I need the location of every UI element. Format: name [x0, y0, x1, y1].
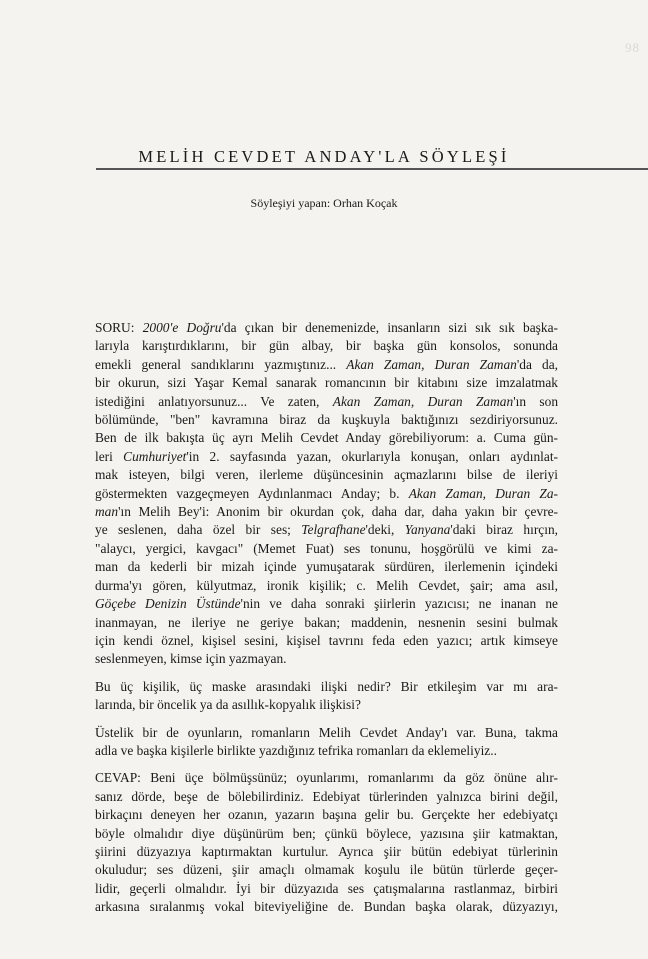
text-segment: ye seslenen, daha özel bir ses; [95, 522, 302, 538]
text-segment: emekli general sandıklarını yazmıştınız... [95, 356, 347, 372]
text-line [95, 843, 558, 861]
text-segment: böyle olmalıdır diye düşünürüm ben; çünkü böylece, yazısına şiir katmaktan, [95, 825, 558, 841]
text-line [95, 742, 558, 760]
text-line [95, 806, 558, 824]
text-line [95, 429, 558, 447]
text-segment: sanız dörde, beşe de bölebilirdiniz. Edebiyat türlerinden yalnızca birini değil, [95, 788, 558, 804]
text-segment: leri [95, 448, 124, 464]
text-line [95, 595, 558, 613]
text-segment: 'daki biraz hırçın, [450, 522, 558, 538]
text-segment: inanmayan, ne ileriye ne geriye bakan; maddenin, nesnenin sesini bulmak [95, 614, 558, 630]
paragraph [95, 319, 558, 669]
text-segment: Bu üç kişilik, üç maske arasındaki ilişki nedir? Bir etkileşim var mı ara- [95, 678, 558, 694]
text-segment: larında, bir öncelik ya da asıllık-kopyalık ilişkisi? [95, 697, 361, 713]
text-segment: şiirini düzyazıya kaptırmaktan kurtulur. Ayrıca şiir bütün edebiyat türlerinin [95, 843, 558, 859]
text-segment: "alaycı, yergici, kavgacı" (Memet Fuat) ses tonunu, hoşgörülü ve kimi za- [95, 540, 558, 556]
interviewer-credit: Söyleşiyi yapan: Orhan Koçak [250, 196, 398, 210]
text-segment: için kendi öznel, kişisel sesini, kişisel tavrını feda eden yazıcı; artık kimseye [95, 632, 558, 648]
italic-title: Telgrafhane [301, 522, 366, 538]
text-line [95, 393, 558, 411]
text-segment: SORU: [95, 320, 143, 335]
text-line [95, 861, 558, 879]
text-line [95, 788, 558, 806]
text-segment: adla ve başka kişilerle birlikte yazdığınız tefrika romanları da eklemeliyiz.. [95, 742, 497, 758]
text-line [95, 898, 558, 916]
text-line [95, 503, 558, 521]
text-segment: mak isteyen, bilgi veren, ilerleme düşüncesinin açmazlarını bilse de ileriyi [95, 467, 558, 483]
text-line [95, 540, 558, 558]
text-segment: seslenmeyen, kimse için yazmayan. [95, 651, 287, 667]
title-divider [96, 168, 648, 170]
text-line [95, 632, 558, 650]
italic-title: Göçebe Denizin Üstünde [95, 596, 241, 612]
text-segment: 'da çıkan bir denemenizde, insanların sizi sık sık başka- [221, 320, 558, 335]
text-line [95, 485, 558, 503]
text-segment: man da kederli bir mizah içinde yumuşatarak sürdüren, ilerlemenin içindeki [95, 559, 558, 575]
text-line [95, 521, 558, 539]
text-segment: okuludur; ses düzeni, şiir amaçlı olmamak koşulu ile bütün türlerde geçer- [95, 862, 558, 878]
italic-title: man [95, 504, 119, 520]
text-line [95, 769, 558, 787]
text-segment: 'deki, [365, 522, 405, 538]
text-line [95, 724, 558, 742]
text-segment: lidir, geçerli olmalıdır. İyi bir düzyazıda ses çatışmalarına rastlanmaz, birbiri [95, 880, 558, 896]
text-line [95, 319, 558, 337]
text-segment: 'da da, [516, 356, 558, 372]
text-line [95, 356, 558, 374]
text-segment: arkasına sıralanmış vokal biteviyeliğine de. Bundan başka olarak, düzyazıyı, [95, 899, 558, 915]
text-line [95, 825, 558, 843]
article-title: MELİH CEVDET ANDAY'LA SÖYLEŞİ [138, 147, 510, 167]
text-segment: Ben de ilk bakışta üç ayrı Melih Cevdet Anday görebiliyorum: a. Cuma gün- [95, 430, 558, 446]
text-segment: durma'yı gören, külyutmaz, ironik kişilik; c. Melih Cevdet, şair; ama asıl, [95, 577, 558, 593]
paragraph [95, 724, 558, 761]
paragraph [95, 769, 558, 916]
text-segment: 'ın son [513, 393, 558, 409]
text-segment: 'in 2. sayfasında yazan, okurlarıyla konuşan, onları aydınlat- [186, 448, 558, 464]
text-line [95, 696, 558, 714]
italic-title: Yanyana [404, 522, 451, 538]
text-line [95, 466, 558, 484]
text-line [95, 558, 558, 576]
italic-title: Akan Zaman, Duran Za- [408, 485, 558, 501]
text-segment: bir okurun, sizi Yaşar Kemal sanarak romancının bir kitabını size imzalatmak [95, 375, 558, 391]
text-line [95, 374, 558, 392]
text-segment: istediğini anlatıyorsunuz... Ve zaten, [95, 393, 333, 409]
text-segment: bölümünde, "ben" kavramına biraz da kuşkuyla baktığınızı sezdiriyorsunuz. [95, 412, 558, 428]
text-line [95, 650, 558, 668]
italic-title: Akan Zaman, Duran Zaman [346, 356, 517, 372]
text-line [95, 880, 558, 898]
text-segment: birkaçını deneyen her ozanın, yazarın başına gelir bu. Gerçekte her edebiyatçı [95, 807, 558, 823]
text-line [95, 577, 558, 595]
text-line [95, 678, 558, 696]
text-segment: CEVAP: Beni üçe bölmüşsünüz; oyunlarımı, romanlarımı da göz önüne alır- [95, 770, 558, 786]
text-line [95, 337, 558, 355]
paragraph [95, 678, 558, 715]
italic-title: 2000'e Doğru [142, 320, 222, 335]
article-body [95, 319, 558, 926]
text-segment: larıyla karıştırdıklarını, bir gün albay, bir başka gün konsolos, sonunda [95, 338, 558, 354]
text-line [95, 614, 558, 632]
text-line [95, 448, 558, 466]
text-segment: göstermekten vazgeçmeyen Aydınlanmacı Anday; b. [95, 485, 409, 501]
text-line [95, 411, 558, 429]
italic-title: Cumhuriyet [123, 448, 187, 464]
text-segment: 'ın Melih Bey'i: Anonim bir okurdan çok, daha dar, daha yakın bir çevre- [118, 504, 558, 520]
background-page-number: 98 [625, 40, 640, 55]
text-segment: Üstelik bir de oyunların, romanların Melih Cevdet Anday'ı var. Buna, takma [95, 724, 558, 740]
italic-title: Akan Zaman, Duran Zaman [332, 393, 514, 409]
text-segment: 'nin ve daha sonraki şiirlerin yazıcısı; ne inanan ne [240, 596, 558, 612]
